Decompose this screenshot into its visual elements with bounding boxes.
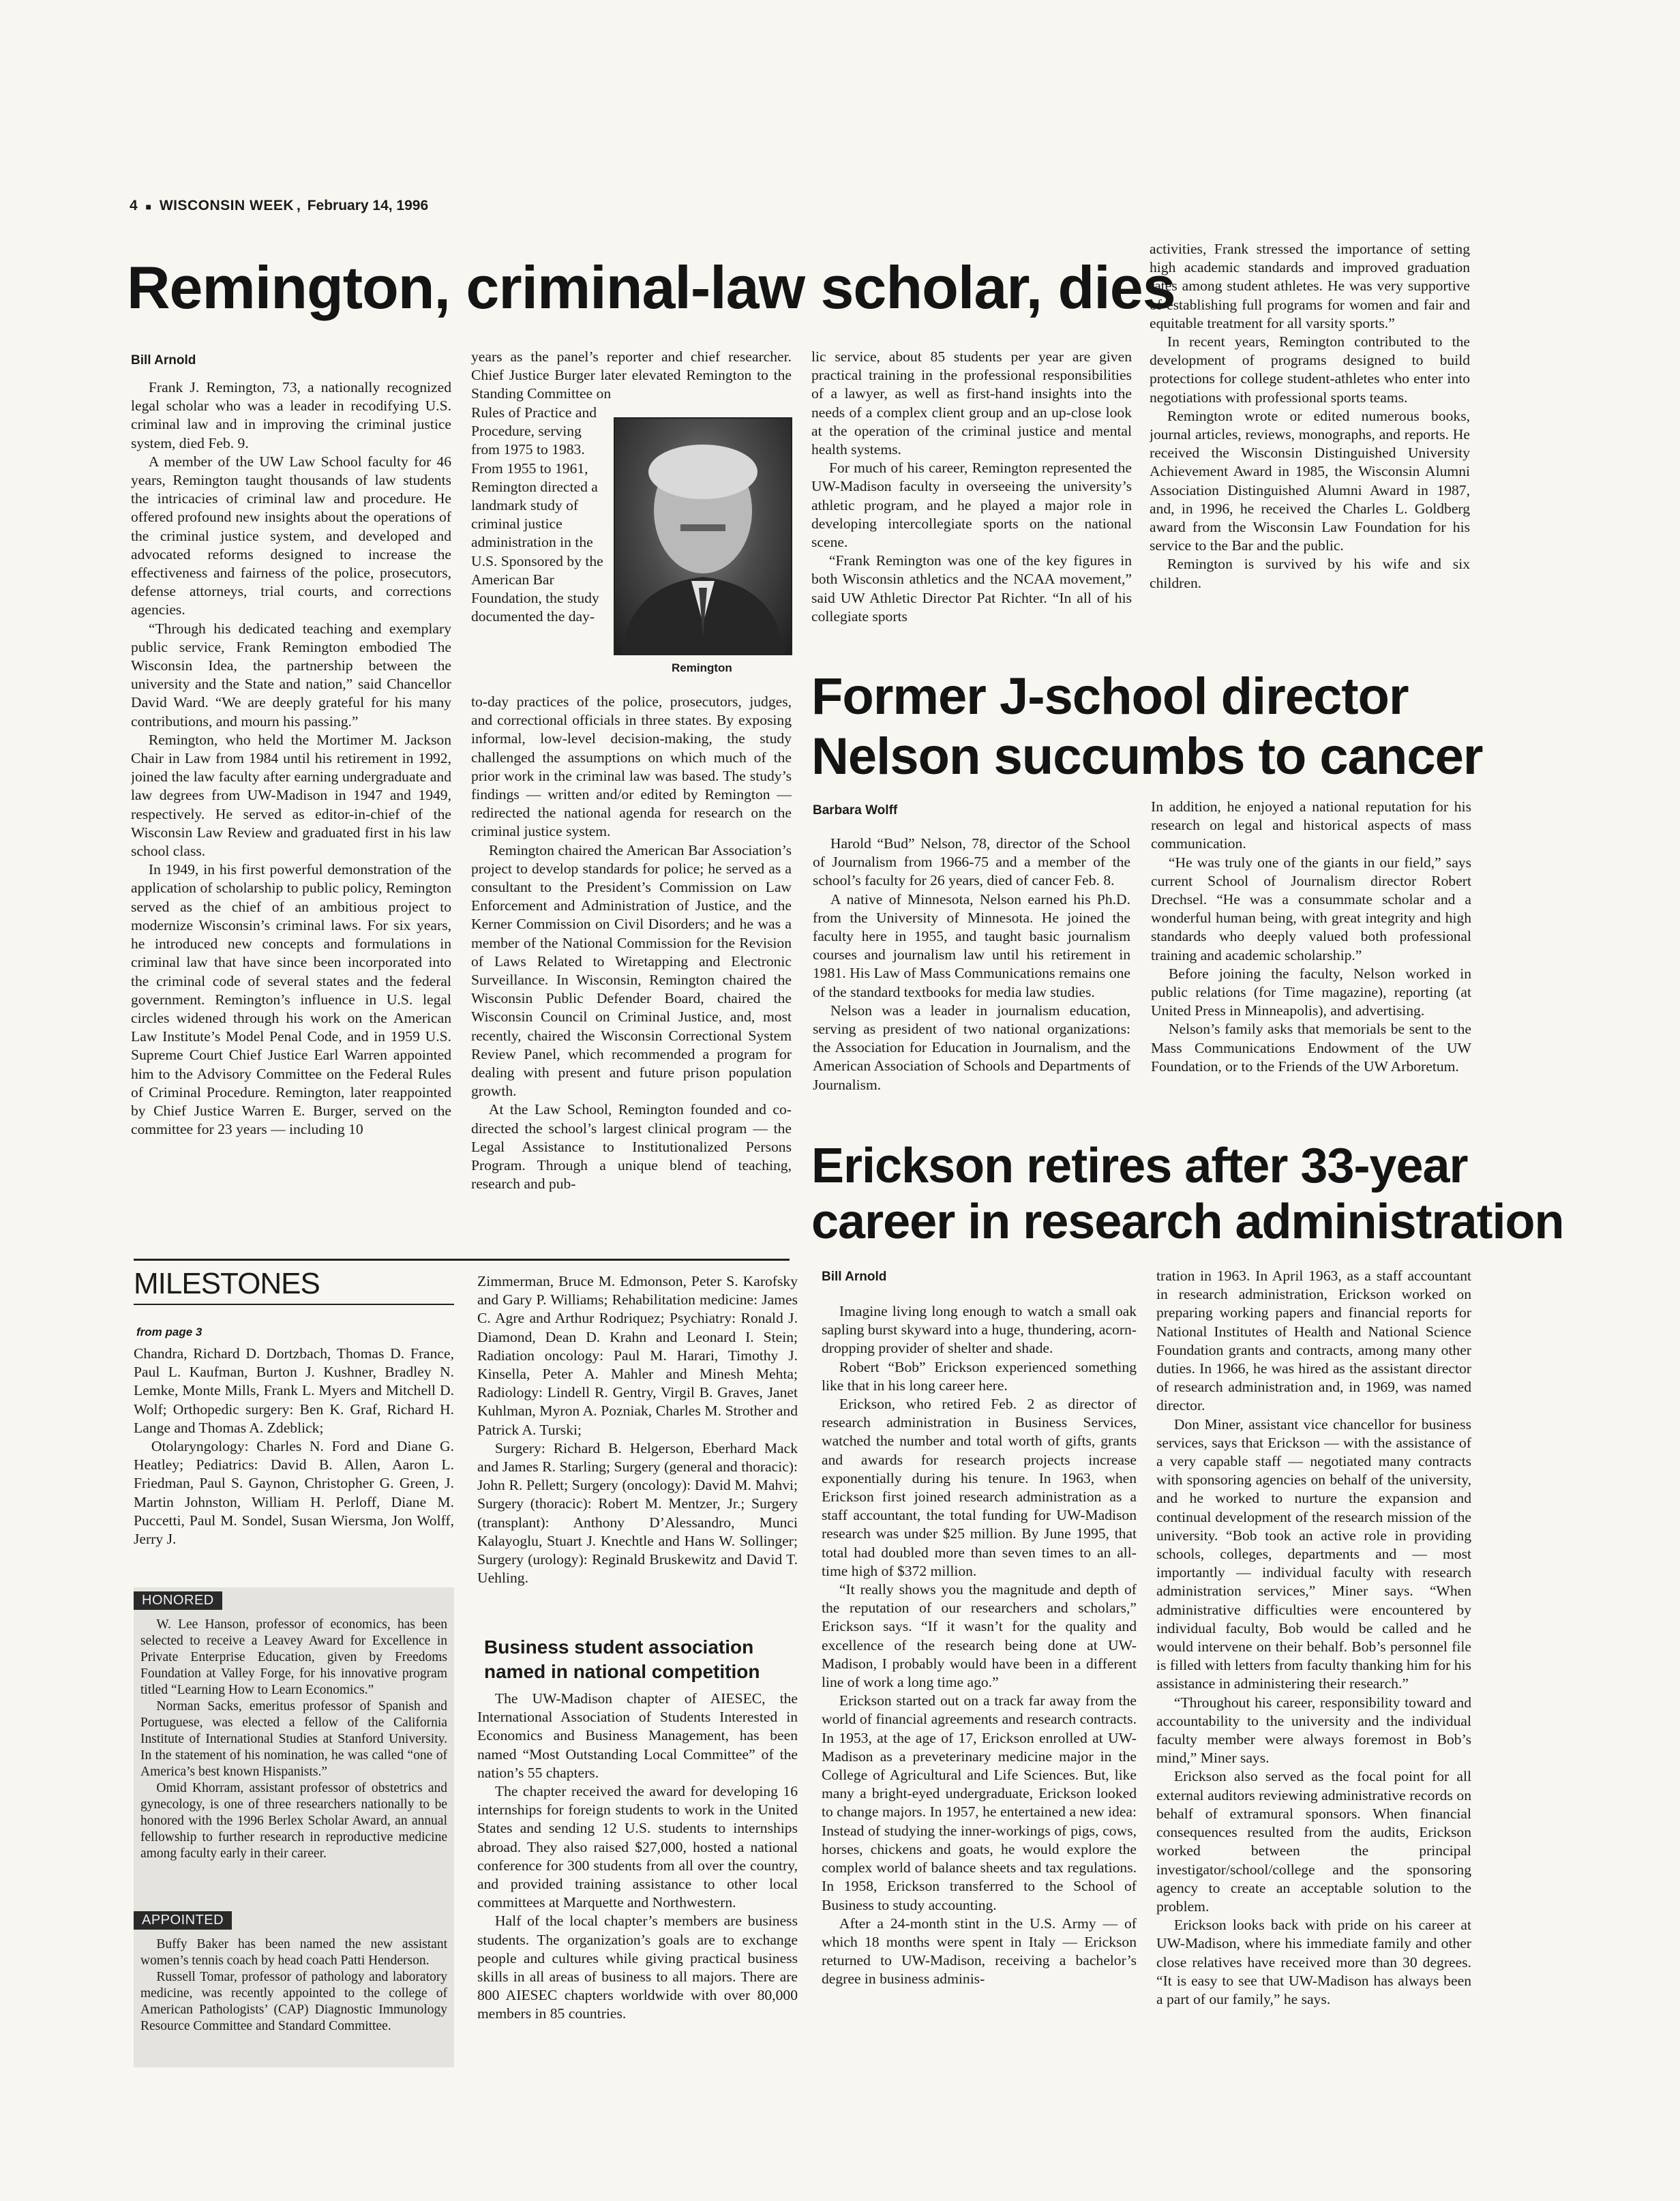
honored-section	[134, 1587, 454, 2067]
paragraph: At the Law School, Remington founded and co-directed the school’s largest clinical program — the Legal Assistance to Institutionalized Persons Program. Through a unique blend of teaching, research and pub-	[471, 1101, 792, 1193]
milestones-from-page: from page 3	[136, 1326, 202, 1338]
paragraph: Nelson’s family asks that memorials be sent to the Mass Communications Endowment of the UW Foundation, or to the Friends of the UW Arboretum.	[1151, 1021, 1471, 1075]
paragraph: In recent years, Remington contributed to the development of programs designed to build protections for college student-athletes who enter into negotiations with professional sports teams.	[1150, 333, 1470, 406]
publication-name: WISCONSIN WEEK	[159, 198, 295, 213]
nelson-column-1	[813, 835, 1130, 1128]
erickson-column-1	[822, 1302, 1137, 2059]
nelson-headline-line-1: Former J-school director	[811, 668, 1409, 725]
paragraph: Remington is survived by his wife and six children.	[1150, 556, 1470, 591]
paragraph: Otolaryngology: Charles N. Ford and Diane G. Heatley; Pediatrics: David B. Allen, Aaron L. Friedman, Paul S. Gaynon, Christopher G. Green, J. Martin Johnston, William H. Perloff, Diane M. Puccetti, Paul M. Sondel, Susan Wiersma, Jon Wolff, Jerry J.	[134, 1438, 454, 1548]
milestones-column-2	[477, 1272, 798, 1620]
masthead-bullet: ■	[145, 201, 151, 212]
remington-column-2-top	[471, 348, 792, 405]
paragraph: Erickson looks back with pride on his career at UW-Madison, where his immediate family and other close relatives have received more than 30 degrees. “It is easy to see that UW-Madison has always been a part of our family,” he says.	[1156, 1917, 1471, 2007]
remington-photo-caption: Remington	[672, 661, 732, 674]
paragraph: Remington, who held the Mortimer M. Jackson Chair in Law from 1984 until his retirement in 1992, joined the law faculty after earning undergraduate and law degrees from UW-Madison in 1947 and 1949, respectively. He served as editor-in-chief of the Wisconsin Law Review and graduated first in his law school class.	[131, 731, 451, 860]
appointed-label: APPOINTED	[134, 1911, 232, 1930]
paragraph: Omid Khorram, assistant professor of obstetrics and gynecology, is one of three researchers nationally to be honored with the 1996 Berlex Scholar Award, an annual fellowship to further research in reproductive medicine among faculty early in their career.	[140, 1781, 447, 1861]
erickson-headline-line-2: career in research administration	[811, 1195, 1564, 1249]
paragraph: Half of the local chapter’s members are business students. The organization’s goals are to exchange people and cultures while giving practical business skills in all areas of business to all majors. There are 800 AIESEC chapters worldwide with over 80,000 members in 85 countries.	[477, 1913, 798, 2022]
aiesec-article	[477, 1690, 798, 2065]
page-number: 4	[130, 198, 138, 213]
paragraph: lic service, about 85 students per year are given practical training in the professional responsibilities of a lawyer, as well as first-hand insights into the needs of a complex client group and an up-close look at the operation of the criminal justice and mental health systems.	[811, 348, 1132, 458]
paragraph: Erickson started out on a track far away from the world of financial agreements and research contracts. In 1953, at the age of 17, Erickson enrolled at UW-Madison as a preveterinary medicine major in the College of Agricultural and Life Sciences. But, like many a bright-eyed undergraduate, Erickson looked to change majors. In 1957, he entertained a new idea: Instead of studying the inner-workings of pigs, cows, horses, chickens and goats, he would explore the complex world of balance sheets and tax regulations. In 1958, Erickson transferred to the School of Business to study accounting.	[822, 1692, 1137, 1913]
remington-byline: Bill Arnold	[131, 353, 196, 368]
remington-column-1	[131, 378, 451, 1246]
paragraph: Don Miner, assistant vice chancellor for business services, says that Erickson — with the assistance of a very capable staff — negotiated many contracts with sponsoring agencies on behalf of the university, and he worked to nurture the expansion and continual development of the research mission of the university. “Bob took an active role in providing schools, colleges, departments and — most importantly — individual faculty with research administration services,” Miner says. “When administrative difficulties were encountered by individual faculty, Bob would be called and he would intervene on their behalf. Bob’s personnel file is filled with letters from faculty thanking him for his assistance in administering their research.”	[1156, 1416, 1471, 1692]
paragraph: Before joining the faculty, Nelson worked in public relations (for Time magazine), reporting (at United Press in Minneapolis), and advertising.	[1151, 965, 1471, 1019]
paragraph: Norman Sacks, emeritus professor of Spanish and Portuguese, was elected a fellow of the California Institute of International Studies at Stanford University. In the statement of his nomination, he was called “one of America’s best known Hispanists.”	[140, 1699, 447, 1779]
remington-column-4	[1150, 240, 1470, 642]
paragraph: “Frank Remington was one of the key figures in both Wisconsin athletics and the NCAA movement,” said UW Athletic Director Pat Richter. “In all of his collegiate sports	[811, 552, 1132, 625]
paragraph: Erickson also served as the focal point for all external auditors reviewing administrative records on behalf of extramural sponsors. When financial consequences resulted from the audits, Erickson worked between the principal investigator/school/college and the sponsoring agency to create an acceptable solution to the problem.	[1156, 1768, 1471, 1915]
paragraph: The UW-Madison chapter of AIESEC, the International Association of Students Interested in Economics and Business Management, has been named “Most Outstanding Local Committee” of the nation’s 55 chapters.	[477, 1690, 798, 1781]
paragraph: After a 24-month stint in the U.S. Army — of which 18 months were spent in Italy — Erickson returned to UW-Madison, receiving a bachelor’s degree in business adminis-	[822, 1915, 1137, 1988]
portrait-silhouette-icon	[615, 419, 791, 654]
nelson-headline-line-2: Nelson succumbs to cancer	[811, 728, 1483, 785]
paragraph: A member of the UW Law School faculty for 46 years, Remington taught thousands of law students the intricacies of criminal law and procedure. He offered profound new insights about the operations of the criminal justice system, and developed and advocated reforms designed to increase the effectiveness and fairness of the police, prosecutors, defense attorneys, trial courts, and corrections agencies.	[131, 453, 451, 618]
paragraph: Russell Tomar, professor of pathology and laboratory medicine, was recently appointed to the college of American Pathologists’ (CAP) Diagnostic Immunology Resource Committee and Standard Committee.	[140, 1970, 447, 2033]
paragraph: Remington wrote or edited numerous books, journal articles, reviews, monographs, and reports. He received the Wisconsin Distinguished University Achievement Award in 1985, the Wisconsin Alumni Association Distinguished Alumni Award in 1987, and, in 1996, he received the Charles L. Goldberg award from the Wisconsin Law Foundation for his service to the Bar and the public.	[1150, 407, 1470, 554]
paragraph: Harold “Bud” Nelson, 78, director of the School of Journalism from 1966-75 and a member of the school’s faculty for 26 years, died of cancer Feb. 8.	[813, 835, 1130, 889]
aiesec-headline: Business student association named in national competition	[484, 1636, 760, 1682]
paragraph: Remington chaired the American Bar Association’s project to develop standards for police; he served as a consultant to the President’s Commission on Law Enforcement and Administration of Justice, and the Kerner Commission on Civil Disorders; and he was a member of the National Commission for the Revision of Laws Related to Wiretapping and Electronic Surveillance. In Wisconsin, Remington chaired the Wisconsin Public Defender Board, chaired the Wisconsin Council on Criminal Justice, and, most recently, chaired the Wisconsin Correctional System Review Panel, which recommended a program for dealing with present and future prison population growth.	[471, 841, 792, 1100]
paragraph: Buffy Baker has been named the new assistant women’s tennis coach by head coach Patti Henderson.	[140, 1937, 447, 1968]
paragraph: In addition, he enjoyed a national reputation for his research on legal and historical aspects of mass communication.	[1151, 798, 1471, 852]
paragraph: Rules of Practice and Procedure, serving from 1975 to 1983. From 1955 to 1961, Remington directed a landmark study of criminal justice administration in the U.S. Sponsored by the American Bar Foundation, the study documented the day-	[471, 404, 603, 625]
masthead: 4 ■ WISCONSIN WEEK , February 14, 1996	[130, 198, 429, 213]
paragraph: to-day practices of the police, prosecutors, judges, and correctional officials in three states. By exposing informal, low-level decision-making, the study challenged the assumptions on which much of the prior work in the criminal law was based. The study’s findings — written and/or edited by Remington — redirected the national agenda for research on the criminal justice system.	[471, 693, 792, 840]
paragraph: Robert “Bob” Erickson experienced something like that in his long career here.	[822, 1358, 1137, 1394]
issue-date: February 14, 1996	[307, 198, 429, 213]
paragraph: W. Lee Hanson, professor of economics, has been selected to receive a Leavey Award for Excellence in Private Enterprise Education, given by Freedoms Foundation at Valley Forge, for his innovative program titled “Learning How to Learn Economics.”	[140, 1617, 447, 1697]
paragraph: tration in 1963. In April 1963, as a staff accountant in research administration, Erickson worked on preparing working papers and financial reports for National Institutes of Health and National Science Foundation grants and contracts, among many other duties. In 1966, he was hired as the assistant director of research administration and, in 1969, was named director.	[1156, 1268, 1471, 1414]
milestones-title: MILESTONES	[134, 1267, 320, 1300]
paragraph: Chandra, Richard D. Dortzbach, Thomas D. France, Paul L. Kaufman, Burton J. Kushner, Bradley N. Lemke, Monte Mills, Frank L. Myers and Mitchell D. Wolf; Orthopedic surgery: Ben K. Graf, Richard H. Lange and Thomas A. Zdeblick;	[134, 1345, 454, 1436]
appointed-list	[134, 1930, 454, 2059]
honored-list	[134, 1610, 454, 1903]
paragraph: The chapter received the award for developing 16 internships for foreign students to work in the United States and sending 12 U.S. students to internships abroad. They also raised $27,000, hosted a national conference for 300 students from all over the country, and provided training assistance to other local committees at Marquette and Northwestern.	[477, 1783, 798, 1911]
paragraph: “It really shows you the magnitude and depth of the reputation of our researchers and scholars,” Erickson says. “If it wasn’t for the quality and excellence of the research being done at UW-Madison, I probably would have been in a different line of work a long time ago.”	[822, 1581, 1137, 1691]
milestones-column-1	[134, 1345, 454, 1585]
paragraph: “Through his dedicated teaching and exemplary public service, Frank Remington embodied The Wisconsin Idea, the partnership between the university and the State and nation,” said Chancellor David Ward. “We are deeply grateful for his many contributions, and mourn his passing.”	[131, 620, 451, 730]
paragraph: Imagine living long enough to watch a small oak sapling burst skyward into a huge, thundering, acorn-dropping provider of shelter and shade.	[822, 1303, 1137, 1357]
paragraph: Nelson was a leader in journalism education, serving as president of two national organizations: the Association for Education in Journalism, and the American Association of Schools and Departments of Journalism.	[813, 1002, 1130, 1093]
milestones-title-underline	[134, 1304, 454, 1305]
remington-column-2	[471, 693, 792, 1246]
remington-portrait-photo	[614, 417, 792, 655]
paragraph: Frank J. Remington, 73, a nationally recognized legal scholar who was a leader in recodifying U.S. criminal law and in improving the criminal justice system, died Feb. 9.	[131, 379, 451, 451]
paragraph: Surgery: Richard B. Helgerson, Eberhard Mack and James R. Starling; Surgery (general and thoracic): John R. Pellett; Surgery (oncology): David M. Mahvi; Surgery (thoracic): Robert M. Mentzer, Jr.; Surgery (transplant): Anthony D’Alessandro, Munci Kalayoglu, Stuart J. Knechtle and Hans W. Sollinger; Surgery (urology): Reginald Bruskewitz and David T. Uehling.	[477, 1439, 798, 1587]
nelson-byline: Barbara Wolff	[813, 803, 898, 818]
honored-label: HONORED	[134, 1591, 222, 1610]
paragraph: In 1949, in his first powerful demonstration of the application of scholarship to public policy, Remington served as the chief of an ambitious project to modernize Wisconsin’s criminal laws. For six years, he introduced new concepts and formulations in criminal law that have since been incorporated into the criminal code of several states and the federal government. Remington’s influence in U.S. legal circles widened through his work on the American Law Institute’s Model Penal Code, and in 1959 U.S. Supreme Court Chief Justice Earl Warren appointed him to the Advisory Committee on the Federal Rules of Criminal Procedure. Remington, later reappointed by Chief Justice Warren E. Burger, served on the committee for 23 years — including 10	[131, 861, 451, 1138]
remington-column-2-side	[471, 404, 608, 693]
erickson-byline: Bill Arnold	[822, 1270, 887, 1284]
remington-column-3	[811, 348, 1132, 648]
paragraph: For much of his career, Remington represented the UW-Madison faculty in overseeing the university’s athletic program, and he played a major role in developing intercollegiate sports on the national scene.	[811, 460, 1132, 551]
erickson-headline-line-1: Erickson retires after 33-year	[811, 1139, 1468, 1193]
paragraph: Zimmerman, Bruce M. Edmonson, Peter S. Karofsky and Gary P. Williams; Rehabilitation medicine: James C. Agre and Arthur Rodriquez; Psychiatry: Ronald J. Diamond, Dean D. Krahn and Leonard I. Stein; Radiation oncology: Paul M. Harari, Timothy J. Kinsella, Peter A. Mahler and Minesh Mehta; Radiology: Lindell R. Gentry, Virgil B. Graves, Janet Kuhlman, Myron A. Pozniak, Charles M. Strother and Patrick A. Turski;	[477, 1273, 798, 1438]
paragraph: “Throughout his career, responsibility toward and accountability to the university and the individual faculty member were always foremost in Bob’s mind,” Miner says.	[1156, 1694, 1471, 1767]
paragraph: Erickson, who retired Feb. 2 as director of research administration in Business Services, watched the number and total worth of gifts, grants and awards for research projects increase exponentially during his tenure. In 1963, when Erickson first joined research administration as a staff accountant, the total funding for UW-Madison research was under $25 million. By June 1995, that total had doubled more than seven times to an all-time high of $372 million.	[822, 1396, 1137, 1579]
nelson-column-2	[1151, 798, 1471, 1132]
paragraph: years as the panel’s reporter and chief researcher. Chief Justice Burger later elevated Remington to the Standing Committee on	[471, 348, 792, 402]
remington-headline: Remington, criminal-law scholar, dies	[127, 254, 1175, 321]
paragraph: “He was truly one of the giants in our field,” says current School of Journalism director Robert Drechsel. “He was a consummate scholar and a wonderful human being, with great integrity and high standards who deeply valued both professional training and academic scholarship.”	[1151, 854, 1471, 963]
paragraph: activities, Frank stressed the importance of setting high academic standards and improved graduation rates among student athletes. He was very supportive of establishing full programs for women and fair and equitable treatment for all varsity sports.”	[1150, 241, 1470, 331]
paragraph: A native of Minnesota, Nelson earned his Ph.D. from the University of Minnesota. He joined the faculty here in 1955, and taught basic journalism courses and journalism law until his retirement in 1981. His Law of Mass Communications remains one of the standard textbooks for media law studies.	[813, 890, 1130, 1000]
erickson-column-2	[1156, 1267, 1471, 2059]
milestones-top-rule	[134, 1259, 790, 1261]
